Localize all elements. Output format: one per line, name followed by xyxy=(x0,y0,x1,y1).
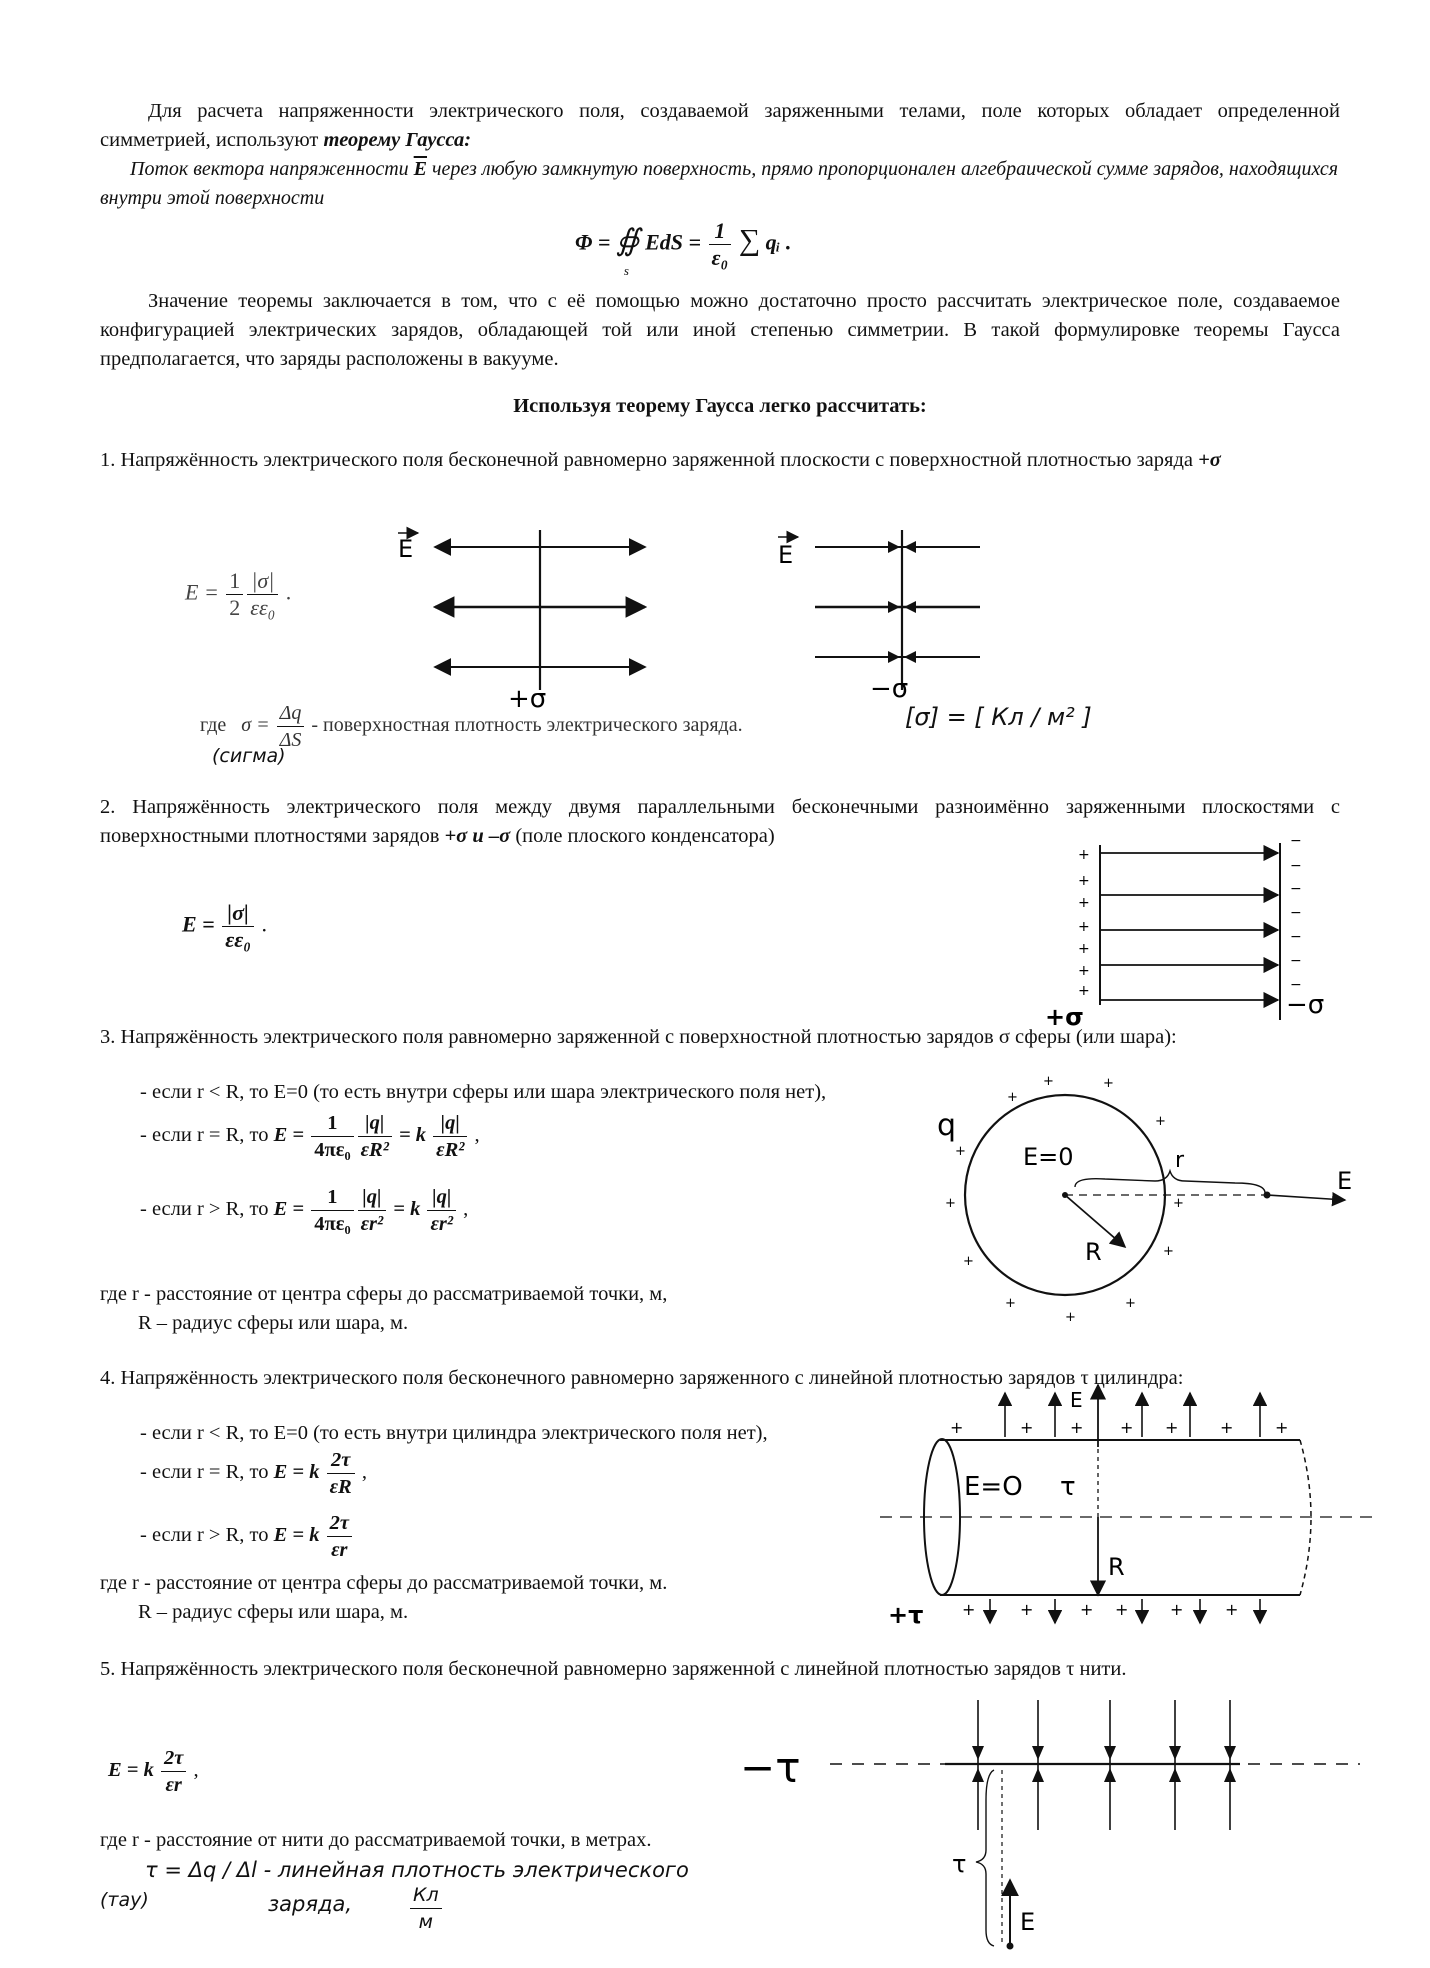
radius-label: R xyxy=(1085,1238,1102,1266)
field-label: E xyxy=(778,541,794,569)
tau-definition-note: τ = Δq / Δl - линейная плотность электрического xyxy=(145,1858,689,1882)
svg-text:+: + xyxy=(1078,919,1090,935)
section-2-text-b: (поле плоского конденсатора) xyxy=(515,825,775,847)
sphere-figure xyxy=(937,1074,1365,1325)
numerator: |q| xyxy=(427,1184,456,1211)
denominator: εR xyxy=(329,1476,352,1498)
svg-text:+: + xyxy=(1103,1076,1114,1091)
thread-where-r: где r - расстояние от нити до рассматриваемой точки, в метрах. xyxy=(100,1829,652,1851)
capacitor-formula xyxy=(182,900,267,953)
case-lead: - если r > R, то xyxy=(140,1524,269,1547)
formula-lhs: E = k xyxy=(273,1461,320,1484)
svg-text:+: + xyxy=(1078,873,1090,889)
numerator: |σ| xyxy=(247,568,278,595)
section-2-symbols: +σ и –σ xyxy=(444,825,511,847)
svg-text:+: + xyxy=(1007,1090,1018,1105)
plane-charge-label: +σ xyxy=(508,684,547,714)
numerator: 1 xyxy=(311,1184,353,1211)
distance-label: τ xyxy=(952,1850,967,1878)
svg-text:+: + xyxy=(1155,1114,1166,1129)
svg-text:+: + xyxy=(1225,1600,1239,1619)
formula-lhs: E = xyxy=(182,911,215,937)
denominator: εε₀ xyxy=(250,595,276,620)
section-2-text-a: 2. Напряжённость электрического поля между двумя параллельными бесконечными разноимённо заряженными плоскостями с поверхностными плотностями зарядов xyxy=(100,796,1340,847)
cylinder-case-surface xyxy=(140,1447,367,1500)
svg-text:+: + xyxy=(945,1196,956,1211)
inside-field-label: E=0 xyxy=(1023,1143,1074,1171)
sphere-where-r: где r - расстояние от центра сферы до рассматриваемой точки, м, xyxy=(100,1283,668,1305)
svg-text:+: + xyxy=(1078,847,1090,863)
tau-unit xyxy=(408,1882,444,1935)
fraction xyxy=(311,1184,353,1237)
formula-lhs: E = k xyxy=(273,1524,320,1547)
svg-text:+: + xyxy=(1020,1418,1034,1437)
svg-text:−: − xyxy=(1290,858,1302,874)
thread-charge-label: −τ xyxy=(740,1743,801,1792)
svg-text:+: + xyxy=(1078,963,1090,979)
section-1-symbol: +σ xyxy=(1198,449,1221,471)
formula-lhs: E = xyxy=(273,1198,305,1221)
cylinder-charge-label: +τ xyxy=(888,1601,924,1629)
numerator: |q| xyxy=(358,1110,392,1137)
capacitor-figure xyxy=(1040,835,1340,1035)
svg-text:+: + xyxy=(1005,1296,1016,1311)
formula-lhs: E = k xyxy=(108,1759,154,1782)
cylinder-where-R: R – радиус сферы или шара, м. xyxy=(138,1601,409,1623)
plane-field-formula xyxy=(185,568,291,621)
theorem-text-b: через любую замкнутую поверхность, прямо пропорционален алгебраической сумме зарядов, находящихся внутри этой поверхности xyxy=(100,158,1339,209)
integrand: EdS = xyxy=(645,229,702,255)
fraction xyxy=(311,1110,353,1163)
section-5-title: 5. Напряжённость электрического поля бесконечной равномерно заряженной с линейной плотностью зарядов τ нити. xyxy=(100,1658,1127,1680)
svg-text:+: + xyxy=(1125,1296,1136,1311)
integral-subscript: s xyxy=(623,262,629,278)
svg-text:+: + xyxy=(1043,1074,1054,1089)
formula-tail: , xyxy=(463,1198,469,1221)
svg-text:+: + xyxy=(1065,1310,1076,1325)
coefficient: = k xyxy=(398,1124,427,1147)
numerator: 2τ xyxy=(161,1745,186,1772)
denominator: 2 xyxy=(229,595,241,620)
observation-point xyxy=(1264,1192,1271,1199)
field-label: E xyxy=(1020,1908,1036,1936)
svg-text:+: + xyxy=(1173,1196,1184,1211)
svg-text:+: + xyxy=(1070,1418,1084,1437)
plate-charges xyxy=(1078,833,1302,999)
fraction xyxy=(327,1510,352,1563)
denominator: εr xyxy=(331,1539,348,1561)
denominator: ΔS xyxy=(279,729,302,751)
numerator: |q| xyxy=(358,1184,387,1211)
denominator: εr xyxy=(165,1774,182,1796)
thread-figure xyxy=(720,1700,1380,1960)
denominator: εR² xyxy=(436,1139,465,1161)
meaning-paragraph: Значение теоремы заключается в том, что с её помощью можно достаточно просто рассчитать электрическое поле, создаваемое конфигурацией электрических зарядов, обладающей той или иной степенью симметрии. В такой формулировке теоремы Гаусса предполагается, что заряды расположены в вакууме. xyxy=(100,290,1340,370)
distance-label: τ xyxy=(1060,1472,1076,1502)
formula-tail: . xyxy=(785,229,792,255)
numerator: Δq xyxy=(277,700,305,727)
cylinder-case-outside xyxy=(140,1510,354,1563)
svg-text:+: + xyxy=(1115,1600,1129,1619)
inside-field-label: E=O xyxy=(964,1472,1023,1502)
fraction xyxy=(433,1110,467,1163)
unit-fraction xyxy=(410,1882,442,1935)
case-lead: - если r = R, то xyxy=(140,1124,269,1147)
cylinder-where-r: где r - расстояние от центра сферы до рассматриваемой точки, м. xyxy=(100,1572,668,1594)
denominator: εr² xyxy=(430,1213,454,1235)
radius-label: R xyxy=(1108,1553,1125,1581)
sigma-handwritten-note: (сигма) xyxy=(212,745,286,767)
field-arrow xyxy=(1267,1195,1345,1200)
sphere-where-R: R – радиус сферы или шара, м. xyxy=(138,1312,409,1334)
surface-integral xyxy=(615,223,640,278)
sigma-description: - поверхностная плотность электрического заряда. xyxy=(311,714,743,737)
theorem-statement xyxy=(100,155,1340,213)
svg-text:+: + xyxy=(1020,1600,1034,1619)
cylinder-charges xyxy=(950,1418,1288,1619)
capacitor-field-lines xyxy=(1100,853,1278,1000)
cylinder-case-inside: - если r < R, то E=0 (то есть внутри цилиндра электрического поля нет), xyxy=(140,1422,768,1444)
svg-text:+: + xyxy=(955,1144,966,1159)
list-heading: Используя теорему Гаусса легко рассчитать: xyxy=(513,395,927,417)
sphere-charges xyxy=(945,1074,1184,1325)
svg-text:+: + xyxy=(950,1418,964,1437)
sum-sign: ∑ xyxy=(738,223,761,257)
svg-text:+: + xyxy=(963,1254,974,1269)
fraction xyxy=(358,1184,387,1237)
positive-plane-figure xyxy=(390,525,670,714)
svg-text:−: − xyxy=(1290,953,1302,969)
vector-e: $\overline{E}$ xyxy=(413,158,428,180)
svg-text:+: + xyxy=(1078,895,1090,911)
svg-text:−: − xyxy=(1290,881,1302,897)
where-word: где xyxy=(200,714,227,737)
cylinder-figure xyxy=(880,1385,1380,1629)
svg-text:+: + xyxy=(1220,1418,1234,1437)
tau-charge-word: заряда, xyxy=(268,1892,353,1916)
sphere-case-outside xyxy=(140,1184,468,1237)
denominator: 4πε₀ xyxy=(314,1213,351,1235)
formula-lhs: E = xyxy=(185,579,219,605)
field-label: E xyxy=(1337,1167,1353,1195)
svg-text:+: + xyxy=(1165,1418,1179,1437)
section-1-title xyxy=(100,446,1364,475)
fraction xyxy=(358,1110,392,1163)
negative-plane-figure xyxy=(770,525,970,704)
svg-text:+: + xyxy=(962,1600,976,1619)
svg-text:+: + xyxy=(1078,941,1090,957)
formula-lhs: E = xyxy=(273,1124,305,1147)
numerator: |σ| xyxy=(222,900,254,927)
negative-plate-label: −σ xyxy=(1286,990,1325,1020)
theorem-text-a: Поток вектора напряженности xyxy=(130,158,409,180)
numerator: 2τ xyxy=(327,1510,352,1537)
numerator: 1 xyxy=(226,568,243,595)
sphere-case-inside: - если r < R, то E=0 (то есть внутри сферы или шара электрического поля нет), xyxy=(140,1081,827,1103)
svg-text:+: + xyxy=(1078,983,1090,999)
positive-plate-label: +σ xyxy=(1045,1003,1084,1031)
observation-point xyxy=(1007,1943,1014,1950)
denominator: м xyxy=(418,1911,433,1933)
distance-label: r xyxy=(1175,1148,1185,1173)
charge-sum: qᵢ xyxy=(765,229,781,255)
integral-sign: ∯ xyxy=(615,223,640,257)
sigma-lhs: σ = xyxy=(241,714,270,737)
case-lead: - если r > R, то xyxy=(140,1198,269,1221)
fraction xyxy=(709,218,732,271)
formula-tail: , xyxy=(361,1461,367,1484)
numerator: 2τ xyxy=(327,1447,355,1474)
fraction-sigma xyxy=(247,568,278,621)
denominator: ε₀ xyxy=(711,245,729,270)
svg-text:−: − xyxy=(1290,929,1302,945)
svg-text:−: − xyxy=(1290,977,1302,993)
fraction xyxy=(427,1184,456,1237)
fraction-half xyxy=(226,568,243,621)
numerator: 1 xyxy=(311,1110,353,1137)
numerator: 1 xyxy=(709,218,732,245)
svg-text:+: + xyxy=(1170,1600,1184,1619)
svg-text:+: + xyxy=(1120,1418,1134,1437)
section-3-title: 3. Напряжённость электрического поля равномерно заряженной с поверхностной плотностью зарядов σ сферы (или шара): xyxy=(100,1026,1177,1048)
sphere-charge-label: q xyxy=(937,1108,957,1143)
formula-tail: . xyxy=(285,579,292,605)
intro-text: Для расчета напряженности электрического поля, создаваемой заряженными телами, поле которых обладает определенной симметрией, используют xyxy=(100,100,1340,151)
plane-charge-label: −σ xyxy=(870,674,909,704)
section-4-title: 4. Напряжённость электрического поля бесконечного равномерно заряженного с линейной плотностью зарядов τ цилиндра: xyxy=(100,1367,1184,1389)
svg-text:+: + xyxy=(1275,1418,1289,1437)
svg-text:+: + xyxy=(1163,1244,1174,1259)
denominator: εr² xyxy=(360,1213,384,1235)
field-label: E xyxy=(398,535,414,563)
section-1-text: 1. Напряжённость электрического поля бесконечной равномерно заряженной плоскости с поверхностной плотностью заряда xyxy=(100,449,1193,471)
denominator: εR² xyxy=(360,1139,389,1161)
gauss-term: теорему Гаусса: xyxy=(323,129,472,151)
coefficient: = k xyxy=(393,1198,421,1221)
sphere-case-surface xyxy=(140,1110,480,1163)
tau-handwritten-note: (тау) xyxy=(100,1889,149,1911)
formula-tail: . xyxy=(261,911,267,937)
sigma-unit-note: [σ] = [ Кл / м² ] xyxy=(905,703,1092,731)
intro-paragraph xyxy=(100,97,1340,155)
formula-tail: , xyxy=(474,1124,480,1147)
flux-symbol: Φ = xyxy=(575,229,611,255)
svg-text:−: − xyxy=(1290,833,1302,849)
case-lead: - если r = R, то xyxy=(140,1461,269,1484)
distance-brace xyxy=(1075,1171,1265,1193)
numerator: Кл xyxy=(410,1882,442,1909)
svg-text:−: − xyxy=(1290,905,1302,921)
field-label: E xyxy=(1070,1388,1083,1412)
fraction xyxy=(161,1745,186,1798)
gauss-formula xyxy=(575,218,792,278)
fraction xyxy=(222,900,254,953)
thread-formula xyxy=(108,1745,199,1798)
fraction xyxy=(327,1447,355,1500)
denominator: 4πε₀ xyxy=(314,1139,351,1161)
denominator: εε₀ xyxy=(225,927,251,952)
svg-text:+: + xyxy=(1080,1600,1094,1619)
formula-tail: , xyxy=(193,1759,199,1782)
numerator: |q| xyxy=(433,1110,467,1137)
